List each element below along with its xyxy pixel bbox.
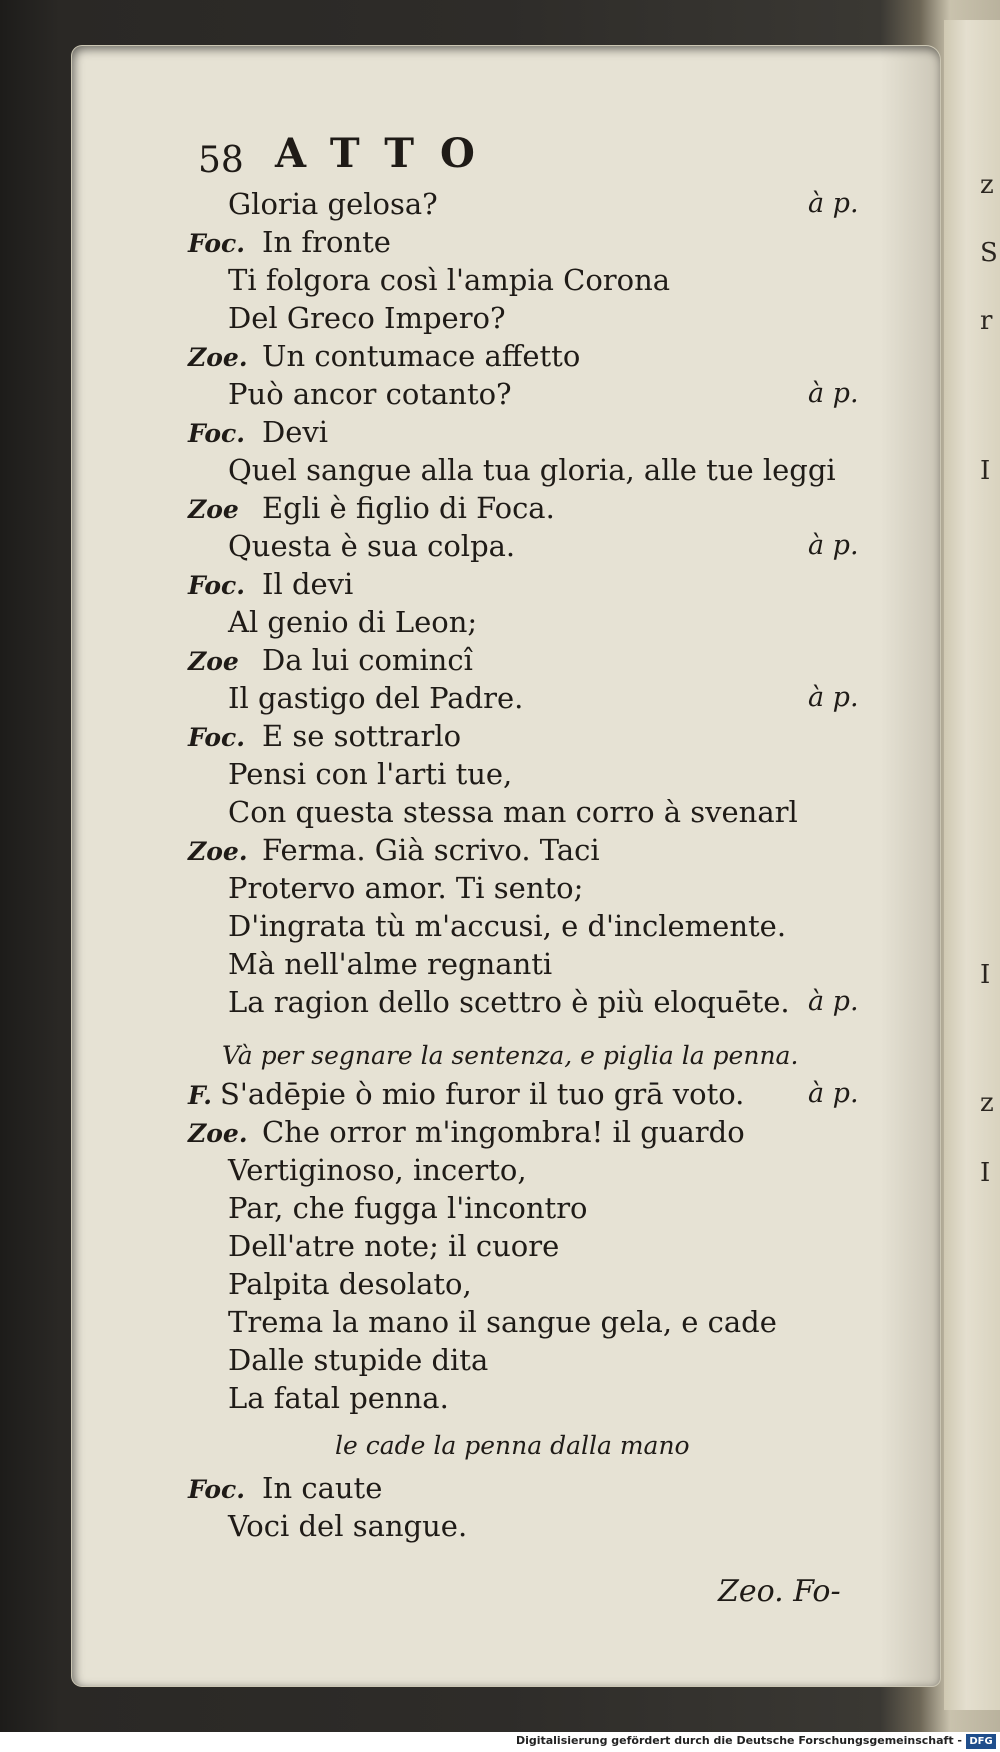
verse-text: Par, che fugga l'incontro (228, 1191, 588, 1225)
verse-text: Può ancor cotanto? (228, 377, 512, 411)
speaker-label: Zoe (188, 495, 239, 524)
footer-credit: Digitalisierung gefördert durch die Deutsche Forschungsgemeinschaft - (515, 1734, 962, 1747)
verse-text: Dell'atre note; il cuore (228, 1229, 560, 1263)
aside-marker: à p. (808, 188, 859, 219)
dfg-logo: DFG (966, 1734, 996, 1749)
verse-text: Il gastigo del Padre. (228, 681, 524, 715)
stage-direction: Và per segnare la sentenza, e piglia la penna. (222, 1041, 799, 1070)
verse-text: Devi (262, 415, 329, 449)
verse-text: Voci del sangue. (228, 1509, 468, 1543)
speaker-label: Foc. (188, 1475, 245, 1504)
verse-text: Trema la mano il sangue gela, e cade (228, 1305, 777, 1339)
verse-text: E se sottrarlo (262, 719, 462, 753)
speaker-label: Foc. (188, 229, 245, 258)
verse-text: Che orror m'ingombra! il guardo (262, 1115, 745, 1149)
verse-text: Ferma. Già scrivo. Taci (262, 833, 600, 867)
speaker-label: Zoe. (188, 343, 248, 372)
aside-marker: à p. (808, 530, 859, 561)
verse-text: Al genio di Leon; (228, 605, 478, 639)
verse-text: Questa è sua colpa. (228, 529, 516, 563)
verse-text: Quel sangue alla tua gloria, alle tue leggi (228, 453, 836, 487)
aside-marker: à p. (808, 986, 859, 1017)
verse-text: D'ingrata tù m'accusi, e d'inclemente. (228, 909, 787, 943)
verse-text: Con questa stessa man corro à svenarl (228, 795, 798, 829)
verse-text: Palpita desolato, (228, 1267, 472, 1301)
verse-text: Pensi con l'arti tue, (228, 757, 513, 791)
verse-text: Egli è figlio di Foca. (262, 491, 555, 525)
verse-text: Il devi (262, 567, 354, 601)
speaker-label: Zoe. (188, 837, 248, 866)
speaker-label: Zoe. (188, 1119, 248, 1148)
verse-text: In caute (262, 1471, 383, 1505)
verse-text: Da lui comincî (262, 643, 473, 677)
next-page-edge: z S r I I z I (944, 20, 1000, 1710)
stage-direction: le cade la penna dalla mano (335, 1431, 690, 1460)
verse-text: La fatal penna. (228, 1381, 449, 1415)
verse-text: Vertiginoso, incerto, (228, 1153, 527, 1187)
verse-text: In fronte (262, 225, 391, 259)
verse-text: La ragion dello scettro è più eloquēte. (228, 985, 790, 1019)
page-number: 58 (198, 140, 244, 181)
digitization-footer (0, 1732, 1000, 1752)
verse-text: Del Greco Impero? (228, 301, 506, 335)
verse-text: Ti folgora così l'ampia Corona (228, 263, 671, 297)
aside-marker: à p. (808, 1078, 859, 1109)
verse-text: Mà nell'alme regnanti (228, 947, 553, 981)
speaker-label: Zoe (188, 647, 239, 676)
verse-text: S'adēpie ò mio furor il tuo grā voto. (220, 1077, 745, 1111)
aside-marker: à p. (808, 378, 859, 409)
verse-text: Protervo amor. Ti sento; (228, 871, 584, 905)
speaker-label: Foc. (188, 571, 245, 600)
verse-text: Gloria gelosa? (228, 187, 438, 221)
aside-marker: à p. (808, 682, 859, 713)
verse-text: Dalle stupide dita (228, 1343, 489, 1377)
speaker-label: F. (188, 1081, 212, 1110)
speaker-label: Foc. (188, 723, 245, 752)
verse-text: Un contumace affetto (262, 339, 581, 373)
catchword: Zeo. Fo- (718, 1574, 841, 1609)
speaker-label: Foc. (188, 419, 245, 448)
running-title: ATTO (275, 130, 501, 177)
